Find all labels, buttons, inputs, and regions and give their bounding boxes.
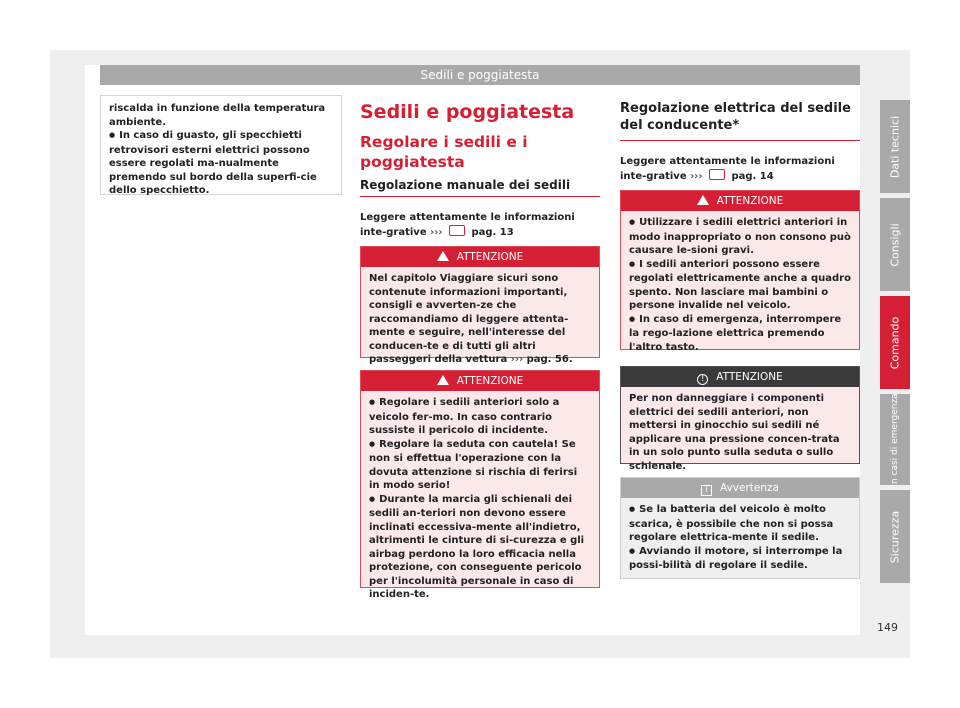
right-column xyxy=(620,100,860,183)
warning-triangle-icon xyxy=(437,251,449,261)
page-ref-link[interactable]: pag. 56. xyxy=(526,354,573,365)
list-item-text: In caso di emergenza, interrompere la rego-lazione elettrica premendo l'altro tasto. xyxy=(629,313,842,353)
warning-box-1 xyxy=(360,246,600,365)
warning-body xyxy=(621,211,859,359)
note-box xyxy=(620,477,860,579)
warning-title: ATTENZIONE xyxy=(456,251,524,263)
left-bullet xyxy=(109,129,333,198)
warning-title: ATTENZIONE xyxy=(716,371,783,383)
list-item-text: Durante la marcia gli schienali dei sedili an-teriori non devono essere inclinati eccessiva-mente all'indietro, altrimenti le cinture di si-curezza e gli airbag perdono la loro efficacia nella protezione, con conseguente pericolo per l'incolumità personale in caso di inciden-te. xyxy=(369,493,585,600)
warning-title: ATTENZIONE xyxy=(716,195,784,207)
section-title: Sedili e poggiatesta xyxy=(360,101,575,123)
book-icon xyxy=(709,169,725,180)
list-item-text: I sedili anteriori possono essere regolati elettricamente anche a quadro spento. Non lasciare mai bambini o persone invalide nel veicolo. xyxy=(629,258,851,311)
list-item xyxy=(629,503,851,545)
note-title: Avvertenza xyxy=(720,482,779,494)
arrow-icon: ››› xyxy=(690,170,703,182)
warning-header xyxy=(621,191,859,211)
warning-header xyxy=(621,367,859,387)
tab-label: In casi di emergenza xyxy=(890,392,900,487)
tab-label: Consigli xyxy=(888,222,902,267)
note-body xyxy=(621,498,859,578)
arrow-icon: ››› xyxy=(510,354,524,365)
warning-box-4 xyxy=(620,366,860,472)
warning-body xyxy=(361,391,599,607)
warning-box-3 xyxy=(620,190,860,353)
warning-header xyxy=(361,371,599,391)
read-info-line xyxy=(620,155,860,183)
middle-column xyxy=(360,100,600,239)
tab-label: Dati tecnici xyxy=(888,115,902,178)
page-number: 149 xyxy=(877,621,898,634)
list-item xyxy=(629,313,851,355)
left-bullet-text: In caso di guasto, gli specchietti retrovisori esterni elettrici possono essere regolati ma-nualmente premendo sul bordo della superfi-cie dello specchietto. xyxy=(109,130,317,196)
info-icon: i xyxy=(701,485,712,496)
warning-title: ATTENZIONE xyxy=(456,375,524,387)
warning-header xyxy=(361,247,599,267)
page-ref-link[interactable]: pag. 14 xyxy=(731,170,774,182)
note-header xyxy=(621,478,859,498)
list-item-text: Regolare i sedili anteriori solo a veicolo fer-mo. In caso contrario sussiste il pericolo di incidente. xyxy=(369,397,560,436)
read-info-text: Leggere attentamente le informazioni inte-grative xyxy=(360,212,575,238)
list-item-text: Regolare la seduta con cautela! Se non si effettua l'operazione con la dovuta attenzione si rischia di ferirsi in modo serio! xyxy=(369,438,578,491)
warning-triangle-icon xyxy=(697,195,709,205)
tab-sicurezza[interactable] xyxy=(880,490,910,583)
warning-text: Nel capitolo Viaggiare sicuri sono contenute informazioni importanti, consigli e avverten-ze che raccomandiamo di leggere attenta-mente e seguire, nell'interesse del conducen-te e di tutti gli altri passeggeri della vettura xyxy=(369,273,569,365)
tab-dati-tecnici[interactable] xyxy=(880,100,910,193)
page-header: Sedili e poggiatesta xyxy=(100,65,860,85)
list-item xyxy=(369,396,591,438)
exclamation-circle-icon: ! xyxy=(697,374,708,385)
page-ref-link[interactable]: pag. 13 xyxy=(471,226,514,238)
warning-body xyxy=(621,387,859,478)
warning-text: Per non danneggiare i componenti elettrici dei sedili anteriori, non mettersi in ginocchio sui sedili né applicare una pressione concen-trata in un solo punto sulla seduta o sullo schienale. xyxy=(629,393,840,472)
list-item xyxy=(369,438,591,493)
warning-box-2 xyxy=(360,370,600,600)
read-info-line xyxy=(360,211,600,239)
section-subtitle: Regolare i sedili e i poggiatesta xyxy=(360,133,528,171)
list-item xyxy=(369,493,591,602)
tab-label: Comando xyxy=(888,316,902,369)
read-info-text: Leggere attentamente le informazioni inte-grative xyxy=(620,156,835,182)
list-item xyxy=(629,216,851,258)
arrow-icon: ››› xyxy=(430,226,443,238)
tab-label: Sicurezza xyxy=(888,510,902,563)
warning-body xyxy=(361,267,599,372)
left-intro-text: riscalda in funzione della temperatura ambiente. xyxy=(109,103,326,128)
tab-in-casi-di-emergenza[interactable] xyxy=(880,394,910,485)
right-heading: Regolazione elettrica del sedile del conducente* xyxy=(620,100,860,141)
list-item-text: Utilizzare i sedili elettrici anteriori in modo inappropriato o non consono può causare le-sioni gravi. xyxy=(629,217,851,256)
tab-consigli[interactable] xyxy=(880,198,910,291)
warning-triangle-icon xyxy=(437,375,449,385)
tab-comando[interactable] xyxy=(880,296,910,389)
book-icon xyxy=(449,225,465,236)
list-item xyxy=(629,545,851,573)
subsection-heading: Regolazione manuale dei sedili xyxy=(360,178,600,197)
left-continuation-box xyxy=(100,95,342,195)
list-item xyxy=(629,258,851,313)
list-item-text: Avviando il motore, si interrompe la possi-bilità di regolare il sedile. xyxy=(629,545,843,571)
list-item-text: Se la batteria del veicolo è molto scarica, è possibile che non si possa regolare elettrica-mente il sedile. xyxy=(629,504,834,543)
